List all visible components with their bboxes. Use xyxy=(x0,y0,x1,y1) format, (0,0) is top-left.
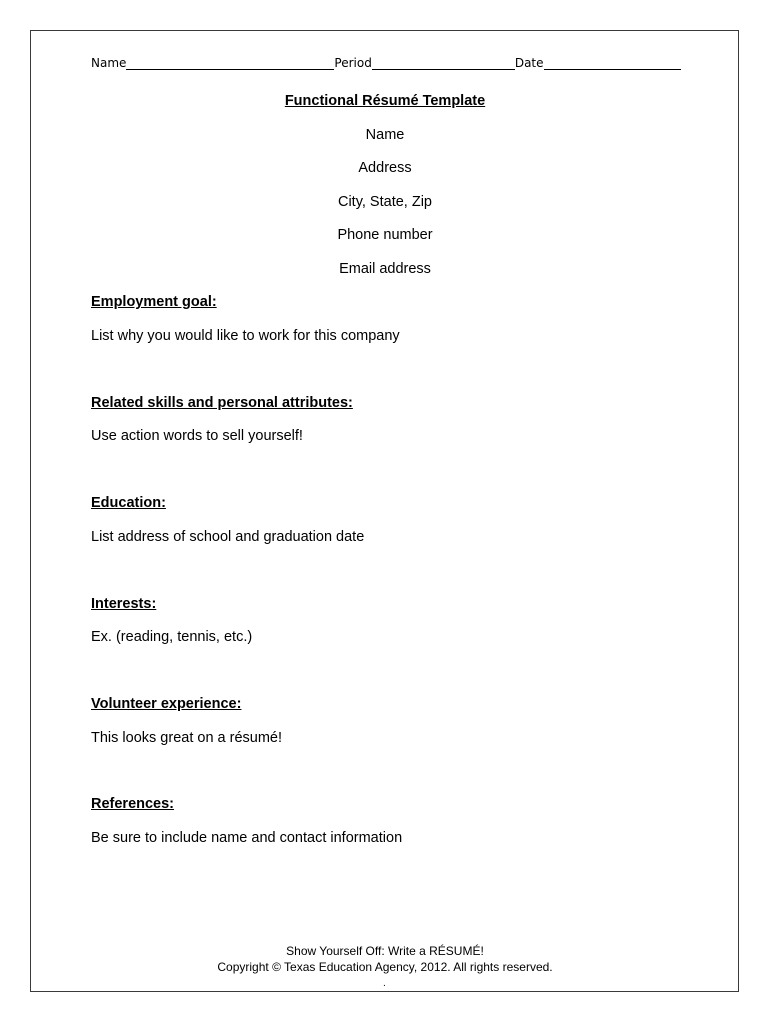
section-body-employment-goal: List why you would like to work for this company xyxy=(91,328,400,344)
section-body-volunteer: This looks great on a résumé! xyxy=(91,730,283,746)
name-label: Name xyxy=(91,56,127,70)
footer-tagline: Show Yourself Off: Write a RÉSUMÉ! xyxy=(286,944,484,958)
contact-email: Email address xyxy=(339,261,431,277)
section-body-references: Be sure to include name and contact information xyxy=(91,830,403,846)
section-heading-skills: Related skills and personal attributes: xyxy=(91,395,353,411)
section-body-education: List address of school and graduation date xyxy=(91,529,365,545)
section-heading-education: Education: xyxy=(91,495,166,511)
contact-address: Address xyxy=(358,160,412,176)
date-blank-line xyxy=(544,56,681,70)
contact-phone: Phone number xyxy=(337,227,433,243)
section-heading-volunteer: Volunteer experience: xyxy=(91,696,242,712)
section-heading-employment-goal: Employment goal: xyxy=(91,294,217,310)
period-blank-line xyxy=(372,56,515,70)
document-title-text: Functional Résumé Template xyxy=(284,93,486,109)
period-label: Period xyxy=(334,56,372,70)
section-body-skills: Use action words to sell yourself! xyxy=(91,428,303,444)
date-label: Date xyxy=(514,56,544,70)
section-heading-interests: Interests: xyxy=(91,596,157,612)
section-heading-references: References: xyxy=(91,796,175,812)
section-body-interests: Ex. (reading, tennis, etc.) xyxy=(91,629,253,645)
footer-mark: . xyxy=(383,978,386,989)
name-blank-line xyxy=(126,56,334,70)
document-title xyxy=(0,93,770,109)
contact-city-state-zip: City, State, Zip xyxy=(337,194,432,210)
contact-name: Name xyxy=(365,127,405,143)
footer-copyright: Copyright © Texas Education Agency, 2012. All rights reserved. xyxy=(217,960,553,974)
student-info-header xyxy=(91,56,681,70)
